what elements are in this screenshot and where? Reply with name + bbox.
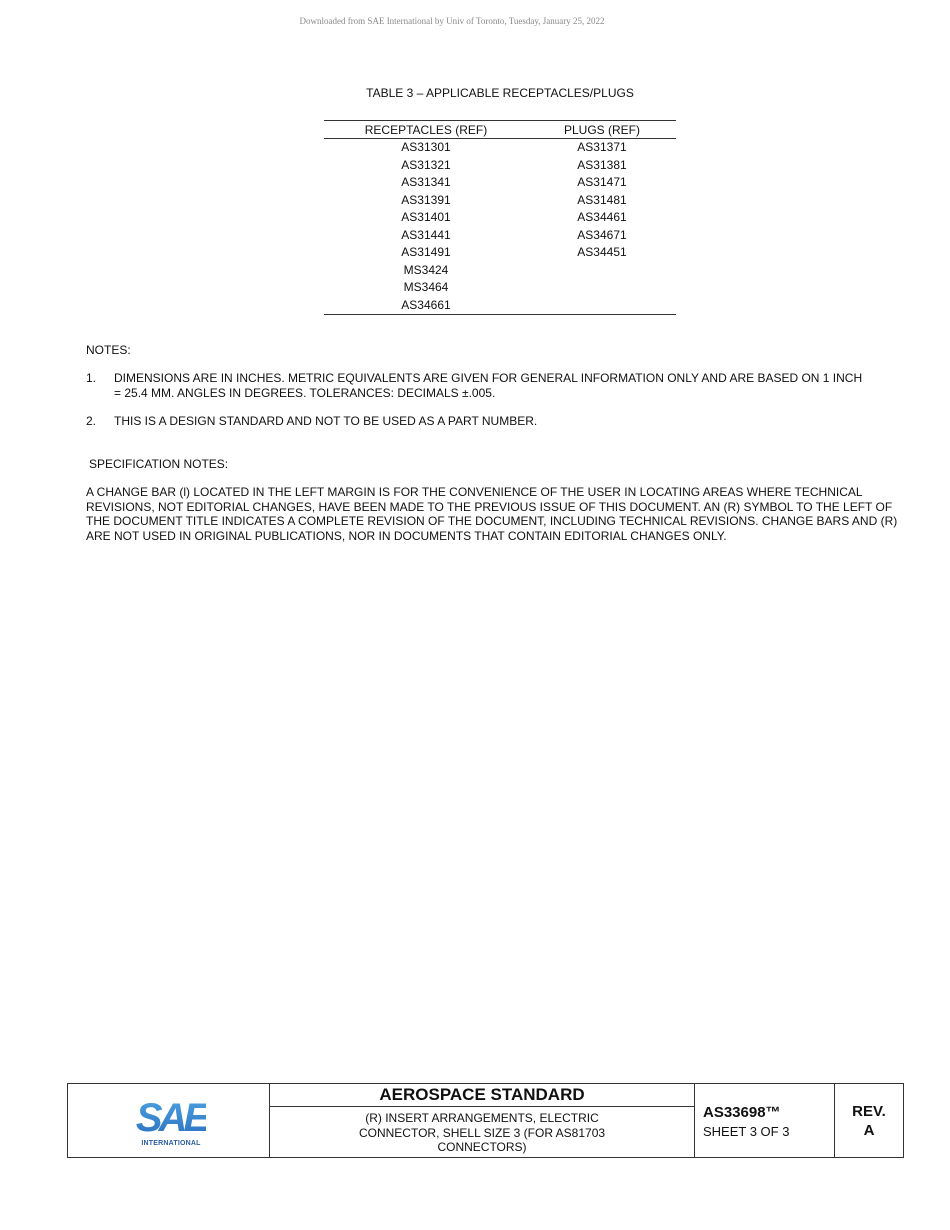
receptacle-cell: MS3424 (403, 262, 449, 277)
plug-cell (528, 262, 676, 280)
note-number: 1. (86, 371, 97, 385)
note-number: 2. (86, 414, 97, 428)
receptacle-cell: AS31301 (401, 140, 451, 154)
table-row (324, 209, 676, 227)
table-title: TABLE 3 – APPLICABLE RECEPTACLES/PLUGS (366, 86, 634, 100)
receptacles-plugs-table (324, 120, 676, 315)
column-header-receptacles: RECEPTACLES (REF) (324, 121, 528, 139)
title-block (67, 1083, 904, 1158)
table-row (324, 157, 676, 175)
document-number: AS33698™ (703, 1104, 781, 1121)
table-body (324, 139, 676, 315)
note-text: THIS IS A DESIGN STANDARD AND NOT TO BE USED AS A PART NUMBER. (114, 414, 538, 428)
plug-cell: AS31471 (577, 175, 627, 189)
table-header-row (324, 121, 676, 139)
plug-cell (528, 279, 676, 297)
receptacle-cell: AS31441 (401, 227, 451, 242)
logo-cell (68, 1084, 270, 1157)
title-cell (270, 1084, 695, 1157)
sheet-number: SHEET 3 OF 3 (703, 1124, 790, 1139)
notes-heading: NOTES: (86, 343, 131, 357)
plug-cell: AS34671 (577, 227, 627, 242)
column-header-plugs: PLUGS (REF) (528, 121, 676, 139)
specification-notes-body: A CHANGE BAR (l) LOCATED IN THE LEFT MARGIN IS FOR THE CONVENIENCE OF THE USER IN LOCATING AREAS WHERE TECHNICAL REVISIONS, NOT EDITORIAL CHANGES, HAVE BEEN MADE TO THE PREVIOUS ISSUE OF THIS DOCUMENT. AN (R) SYMBOL TO THE LEFT OF THE DOCUMENT TITLE INDICATES A COMPLETE REVISION OF THE DOCUMENT, INCLUDING TECHNICAL REVISIONS. CHANGE BARS AND (R) ARE NOT USED IN ORIGINAL PUBLICATIONS, NOR IN DOCUMENTS THAT CONTAIN EDITORIAL CHANGES ONLY. (86, 485, 898, 543)
plug-cell: AS34451 (577, 245, 627, 259)
table-row (324, 297, 676, 315)
download-watermark: Downloaded from SAE International by Univ of Toronto, Tuesday, January 25, 2022 (299, 16, 605, 26)
table-row (324, 244, 676, 262)
receptacle-cell: AS31341 (401, 175, 451, 189)
revision-value: A (863, 1122, 875, 1139)
note-text: DIMENSIONS ARE IN INCHES. METRIC EQUIVALENTS ARE GIVEN FOR GENERAL INFORMATION ONLY AND ARE BASED ON 1 INCH = 25.4 MM. ANGLES IN DEGREES. TOLERANCES: DECIMALS ±.005. (114, 371, 863, 400)
table-row (324, 279, 676, 297)
table-row (324, 227, 676, 245)
note-1 (86, 371, 866, 400)
receptacle-cell: AS31401 (401, 210, 451, 224)
sae-logo-mark (136, 1098, 206, 1134)
receptacle-cell: MS3464 (403, 280, 449, 294)
revision-cell (835, 1084, 903, 1157)
receptacle-cell: AS34661 (401, 297, 451, 312)
table-row (324, 192, 676, 210)
plug-cell (528, 297, 676, 315)
plug-cell: AS31481 (577, 192, 627, 207)
table-row (324, 262, 676, 280)
logo-subtext: INTERNATIONAL (141, 1140, 201, 1147)
receptacle-cell: AS31391 (401, 192, 451, 207)
table-row (324, 139, 676, 157)
document-number-cell (695, 1084, 835, 1157)
plug-cell: AS31371 (577, 140, 627, 154)
receptacle-cell: AS31491 (401, 245, 451, 259)
table-row (324, 174, 676, 192)
sae-logo (136, 1098, 206, 1147)
receptacle-cell: AS31321 (401, 157, 451, 172)
document-description: (R) INSERT ARRANGEMENTS, ELECTRIC CONNECTOR, SHELL SIZE 3 (FOR AS81703 CONNECTORS) (358, 1111, 606, 1154)
specification-notes-heading: SPECIFICATION NOTES: (89, 457, 229, 471)
plug-cell: AS31381 (577, 157, 627, 172)
standard-type: AEROSPACE STANDARD (270, 1084, 694, 1107)
note-2 (86, 414, 866, 429)
logo-wordmark: SAE (136, 1098, 206, 1134)
plug-cell: AS34461 (577, 210, 627, 224)
revision-label: REV. (852, 1103, 886, 1120)
